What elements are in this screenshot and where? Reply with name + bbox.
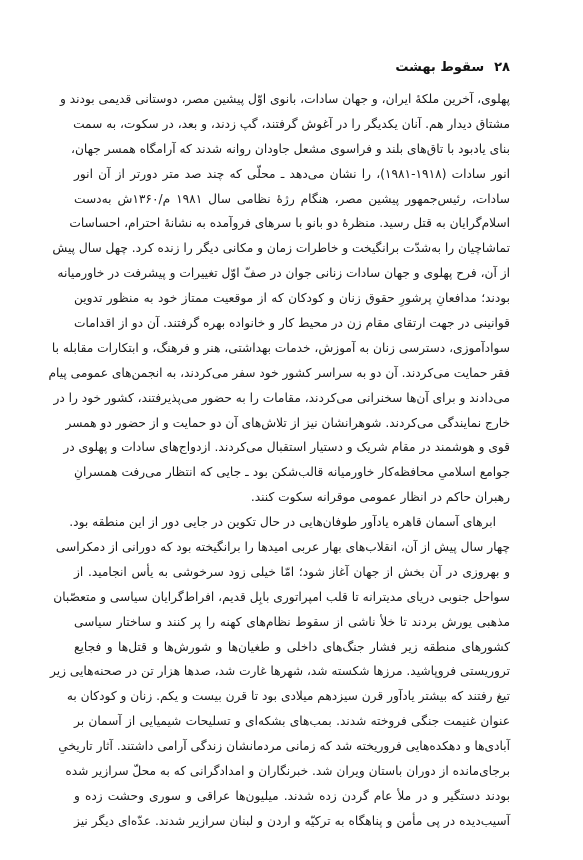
text-line: سوادآموزی، دسترسی زنان به آموزش، خدمات بهداشتی، هنر و فرهنگ، و ابتکارات مقابله با xyxy=(51,340,510,355)
text-line: عنوان غنیمت جنگی فروخته شدند. بمب‌های بشکه‌ای و تسلیحات شیمیایی از آسمان بر xyxy=(74,714,510,729)
text-line: مذهبی یورش بردند تا خلأ ناشی از سقوط نظام‌های کهنه را پر کنند و ساختار سیاسی xyxy=(74,614,510,629)
page-number: ۲۸ xyxy=(494,60,510,75)
text-line: تروریستی فروپاشید. مرزها شکسته شد، شهرها غارت شد، صدها هزار تن در صحنه‌هایی زیر xyxy=(50,664,510,679)
paragraph xyxy=(50,510,510,834)
text-line: فقر حمایت می‌کردند. آن دو به سراسر کشور خود سفر می‌کردند، به انجمن‌های عمومی پیام xyxy=(48,365,510,380)
text-line: خارج نمایندگی می‌کردند. شوهرانشان نیز از تلاش‌های آن دو حمایت و از حضور دو همسر xyxy=(65,415,510,430)
text-line: بنای یادبود با تاق‌های بلند و فراسوی مشعل جاودان روانه شدند که آرامگاه همسر جهان، xyxy=(71,141,510,156)
text-line: ابرهای آسمان قاهره یادآور طوفان‌هایی در حال تکوین در جایی دور از این منطقه بود. xyxy=(69,515,496,530)
text-line: اسلام‌گرایان به قتل رسید. منظرهٔ دو بانو با سرهای فروآمده به نشانهٔ احترام، احساسات xyxy=(69,216,510,231)
text-line: از آن، فرح پهلوی و جهان سادات زنانی جوان در صفّ اوّل تغییرات و پیشرفت در خاورمیانه xyxy=(57,266,510,281)
text-line: پهلوی، آخرین ملکهٔ ایران، و جهان سادات، بانوی اوّل پیشین مصر، دوستانی قدیمی بودند و xyxy=(60,92,510,106)
text-line: تماشاچیان را به‌شدّت برانگیخت و خاطرات زمان و مکانی دیگر را زنده کرد. چهل سال پیش xyxy=(52,241,510,256)
running-header xyxy=(395,60,510,75)
text-line: جوامع اسلامیِ محافظه‌کار خاورمیانه قالب‌شکن بود ـ جایی که انتظار می‌رفت همسرانِ xyxy=(74,465,510,480)
paragraph xyxy=(48,87,510,510)
text-line: بودند؛ مدافعانِ پرشورِ حقوق زنان و کودکان که از موقعیت ممتاز خود به منظور تدوین xyxy=(74,291,510,306)
text-line: آسیب‌دیده در پی مأمن و پناهگاه به ترکیّه و اردن و لبنان سرازیر شدند. عدّه‌ای دیگر نیز xyxy=(74,813,510,828)
text-line: برجای‌مانده از دوران باستان ویران شد. خبرنگاران و امدادگرانی که به محلّ سرازیر شده xyxy=(65,764,510,779)
text-line: و بهروزی در آن بخش از جهان آغاز شود؛ امّا خیلی زود سرخوشی به یأس انجامید. از xyxy=(74,564,510,579)
text-line: کشورهای منطقه زیر فشار جنگ‌های داخلی و طغیان‌ها و شورش‌ها و قتل‌ها و فجایع xyxy=(74,639,510,654)
text-line: رهبران حاکم در انظار عمومی موقرانه سکوت کنند. xyxy=(250,490,510,505)
text-line: چهار سال پیش از آن، انقلاب‌های بهار عربی امیدها را برانگیخته بود که دورانی از دمکراسی xyxy=(55,540,510,555)
text-line: سادات، رئیس‌جمهور پیشین مصر، هنگام رژهٔ نظامی سال ۱۹۸۱ م/۱۳۶۰ش به‌دست xyxy=(74,191,510,206)
running-title: سقوط بهشت xyxy=(395,60,485,75)
text-line: مشتاق دیدار هم. آنان یکدیگر را در آغوش گرفتند، گپ زدند، و بعد، در سکوت، به سمت xyxy=(73,116,510,131)
text-line: انور سادات (۱۹۱۸-۱۹۸۱)، را نشان می‌دهد ـ محلّی که چند صد متر دورتر از آن انور xyxy=(74,166,510,181)
text-line: می‌دادند و برای آن‌ها سخنرانی می‌کردند، مقامات را به حضور می‌پذیرفتند، کشور خود را در xyxy=(53,390,510,405)
text-line: قوانینی در جهت ارتقای مقام زن در محیط کار و خانواده بهره گرفتند. آن دو از اقدامات xyxy=(74,316,510,331)
text-line: بودند دستگیر و در ملأ عام گردن زده شدند. میلیون‌ها عراقی و سوری وحشت زده و xyxy=(74,788,510,803)
body-text xyxy=(48,87,510,834)
text-line: تیغ رفتند که بیشتر یادآور قرن سیزدهم میلادی بود تا قرن بیست و یکم. زنان و کودکان به xyxy=(66,689,510,704)
text-line: آبادی‌ها و دهکده‌هایی فروریخته شد که زمانی مردمانشان زندگی آرامی داشتند. آثار تاریخیِ xyxy=(58,739,510,754)
text-line: قوی و هوشمند در مقام شریک و دستیار استقبال می‌کردند. ازدواج‌های سادات و پهلوی در xyxy=(63,440,510,455)
text-line: سواحل جنوبی دریای مدیترانه تا قلب امپراتوری بابِل قدیم، افراط‌گرایان سیاسی و متعصّبان xyxy=(53,589,510,604)
